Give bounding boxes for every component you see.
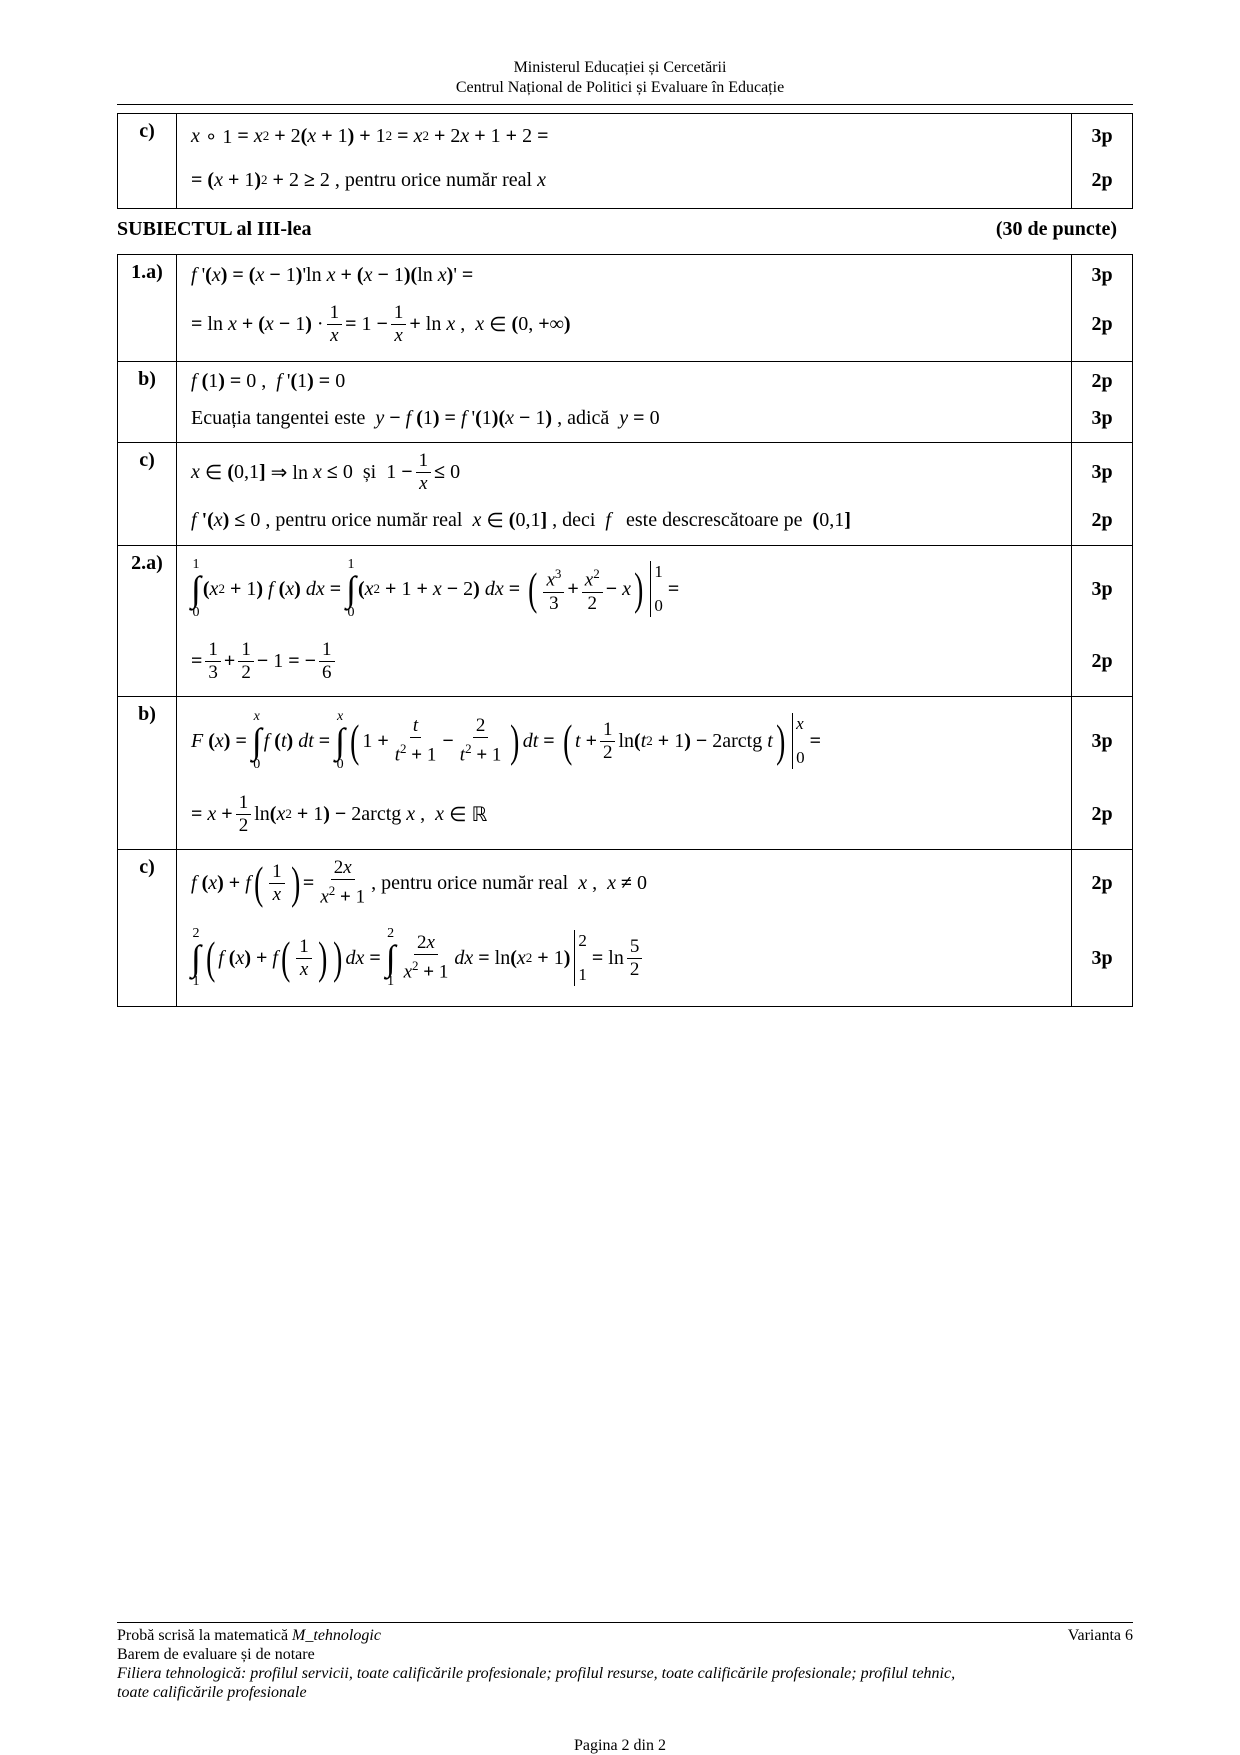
page-header bbox=[0, 58, 1240, 98]
math-line: x ∘ 1 = x 2 + 2 ( x + 1 ) + 1 2 = x 2 + 2 x + 1 + 2 = bbox=[191, 124, 549, 148]
math-line: f ( 1 ) = 0 , f ' ( 1 ) = 0 bbox=[191, 369, 346, 392]
table-row bbox=[118, 114, 1133, 209]
table-row: 1.a) f ' ( x ) = ( x − 1 ) 'ln x + ( x − 1 )( ln x ) ' = = ln x + ( x − 1 ) · $\frac{1}{x}$ = 1 − $\frac{1}{x}$ + ln x , x ∈ ( 0, +∞) 3p 2p bbox=[118, 255, 1133, 362]
footer-rule bbox=[117, 1622, 1133, 1623]
points-cell: 3p 2p bbox=[1072, 114, 1133, 209]
solution-cell bbox=[177, 114, 1072, 209]
table-row: b) f ( 1 ) = 0 , f ' ( 1 ) = 0 Ecuația tangentei este y − f ( 1 ) = f ' ( 1 )( x − 1 ) , adică y = 0 2p 3p bbox=[118, 362, 1133, 443]
solution-cell bbox=[177, 546, 1072, 697]
math-line: 2 ∫ 1 ( f ( x ) + f ( $\frac{1}{x}$ ) ) dx = 2 ∫ 1 $\frac{2x}{x^2 + 1}$ dx = ln ( x 2 + 1 ) 2 1 = ln $\frac{5}{2}$ bbox=[191, 916, 1071, 1000]
math-line: Ecuația tangentei este y − f ( 1 ) = f ' ( 1 )( x − 1 ) , adică y = 0 bbox=[191, 406, 660, 429]
solution-cell bbox=[177, 255, 1072, 362]
table-row: b) F ( x ) = x ∫ 0 f ( t ) dt = x ∫ 0 ( 1 + $\frac{t}{t^2 + 1}$ − $\frac{2}{t^2 + 1}$ ) dt = ( t + $\frac{1}{2}$ ln ( t 2 + 1 ) − 2arctg t ) x 0 = = x + $\frac{1}{2}$ ln ( x 2 + 1 ) − 2arctg x , x ∈ ℝ 3p 2p bbox=[118, 697, 1133, 850]
solution-cell bbox=[177, 362, 1072, 443]
math-line: f ( x ) + f ( $\frac{1}{x}$ ) = $\frac{2x}{x^2 + 1}$ , pentru orice număr real x , x ≠ 0 bbox=[191, 857, 647, 908]
barem-table-iii bbox=[117, 254, 1133, 1007]
section-title: SUBIECTUL al III-lea bbox=[117, 218, 312, 240]
center-name: Centrul Național de Politici și Evaluare în Educație bbox=[455, 79, 785, 96]
section-points: (30 de puncte) bbox=[995, 218, 1117, 240]
item-label: c) bbox=[118, 114, 177, 209]
math-line: = $\frac{1}{3}$ + $\frac{1}{2}$ − 1 = − $\frac{1}{6}$ bbox=[191, 632, 1071, 690]
math-line: x ∈ ( 0,1 ] ⇒ ln x ≤ 0 și 1 − $\frac{1}{x}$ ≤ 0 bbox=[191, 449, 461, 494]
table-row: c) x ∈ ( 0,1 ] ⇒ ln x ≤ 0 și 1 − $\frac{1}{x}$ ≤ 0 f '( x ) ≤ 0 , pentru orice număr real x ∈ ( 0,1 ] , deci f este descrescătoare pe ( 0,1 ] 3p 2p bbox=[118, 443, 1133, 546]
solution-cell bbox=[177, 697, 1072, 850]
math-line: 1 ∫ 0 ( x 2 + 1 ) f ( x ) dx = 1 ∫ 0 ( x 2 + 1 + x − 2 ) dx = ( $\frac{x^3}{3}$ + $\frac{x^2}{2}$ − x ) 1 0 = bbox=[191, 557, 680, 620]
math-line: f '( x ) ≤ 0 , pentru orice număr real x ∈ ( 0,1 ] , deci f este descrescătoare pe ( 0,1 ] bbox=[191, 508, 851, 532]
math-line: = ( x + 1 ) 2 + 2 ≥ 2 , pentru orice număr real x bbox=[191, 168, 546, 191]
page-footer: Probă scrisă la matematică M_tehnologic Varianta 6 Barem de evaluare și de notare Filiera tehnologică: profilul servicii, toate calificările profesionale; profilul resurse, toate calificările profesionale; profilul tehnic, toate calificările profesionale bbox=[117, 1627, 1133, 1701]
math-line: = x + $\frac{1}{2}$ ln ( x 2 + 1 ) − 2arctg x , x ∈ ℝ bbox=[191, 791, 488, 836]
header-rule bbox=[117, 104, 1133, 105]
solution-cell bbox=[177, 850, 1072, 1007]
table-row: 2.a) 1 ∫ 0 ( x 2 + 1 ) f ( x ) dx = 1 ∫ 0 ( x 2 + 1 + x − 2 ) dx = ( $\frac{x^3}{3}$ + $\frac{x^2}{2}$ − x ) 1 0 = = $\frac{1}{3}$ + $\frac{1}{2}$ − 1 = − $\frac{1}{6}$ 3p 2p bbox=[118, 546, 1133, 697]
math-line: = ln x + ( x − 1 ) · $\frac{1}{x}$ = 1 − $\frac{1}{x}$ + ln x , x ∈ ( 0, +∞) bbox=[191, 301, 571, 346]
section-heading bbox=[117, 218, 1117, 241]
solution-cell bbox=[177, 443, 1072, 546]
math-line: F ( x ) = x ∫ 0 f ( t ) dt = x ∫ 0 ( 1 + $\frac{t}{t^2 + 1}$ − $\frac{2}{t^2 + 1}$ ) dt = ( t + $\frac{1}{2}$ ln ( t 2 + 1 ) − 2arctg t ) x 0 = bbox=[191, 709, 822, 772]
barem-table-ii bbox=[117, 113, 1133, 209]
math-line: f ' ( x ) = ( x − 1 ) 'ln x + ( x − 1 )( ln x ) ' = bbox=[191, 263, 474, 286]
table-row: c) f ( x ) + f ( $\frac{1}{x}$ ) = $\frac{2x}{x^2 + 1}$ , pentru orice număr real x , x ≠ 0 2 ∫ 1 ( f ( x ) + f ( $\frac{1}{x}$ ) ) dx = 2 ∫ 1 $\frac{2x}{x^2 + 1}$ dx = ln ( x 2 + 1 ) 2 1 = ln $\frac{5}{2}$ 2p 3p bbox=[118, 850, 1133, 1007]
ministry-name: Ministerul Educației și Cercetării bbox=[513, 59, 727, 76]
variant-label: Varianta 6 bbox=[1067, 1627, 1133, 1644]
page-number: Pagina 2 din 2 bbox=[574, 1737, 666, 1754]
